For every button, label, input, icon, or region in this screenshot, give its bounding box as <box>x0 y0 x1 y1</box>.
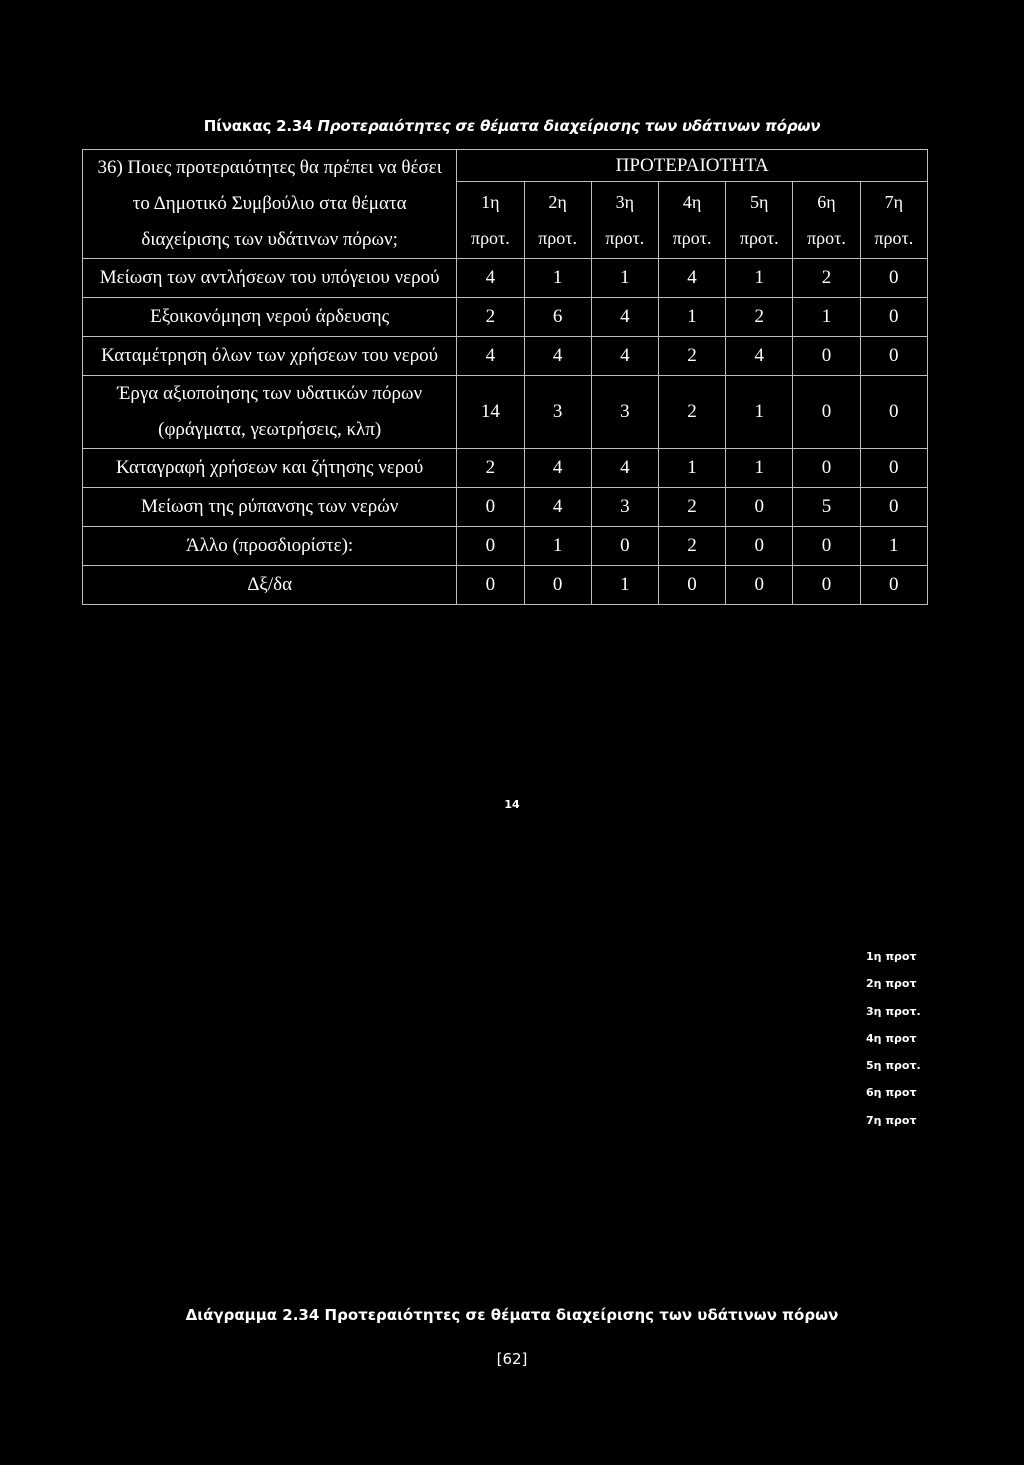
value-cell: 1 <box>860 527 927 566</box>
value-cell: 0 <box>726 566 793 605</box>
table-row <box>83 488 928 527</box>
legend-item: 6η προτ <box>866 1086 917 1100</box>
value-cell: 1 <box>524 527 591 566</box>
value-cell: 0 <box>524 566 591 605</box>
column-header-top: 3η <box>615 192 635 213</box>
column-header-bottom: προτ. <box>470 228 510 249</box>
table-body <box>83 150 928 605</box>
value-cell: 0 <box>860 259 927 298</box>
value-cell: 0 <box>793 449 860 488</box>
column-header <box>726 182 793 259</box>
value-cell: 2 <box>658 488 725 527</box>
column-header-top: 4η <box>682 192 702 213</box>
column-header <box>860 182 927 259</box>
table-row <box>83 259 928 298</box>
row-label: Άλλο (προσδιορίστε): <box>83 527 457 566</box>
table-row <box>83 376 928 449</box>
value-cell: 0 <box>457 566 524 605</box>
value-cell: 0 <box>591 527 658 566</box>
value-cell: 0 <box>860 449 927 488</box>
value-cell: 1 <box>524 259 591 298</box>
row-label: Μείωση της ρύπανσης των νερών <box>83 488 457 527</box>
value-cell: 0 <box>793 566 860 605</box>
value-cell: 0 <box>457 488 524 527</box>
legend-item: 7η προτ <box>866 1113 917 1127</box>
value-cell: 0 <box>793 527 860 566</box>
value-cell: 2 <box>457 449 524 488</box>
value-cell: 4 <box>658 259 725 298</box>
table-caption-label: Πίνακας 2.34 <box>203 117 313 135</box>
column-header-top: 5η <box>750 192 769 213</box>
value-cell: 2 <box>726 298 793 337</box>
value-cell: 4 <box>524 488 591 527</box>
legend-item: 1η προτ <box>866 950 917 963</box>
value-cell: 4 <box>591 298 658 337</box>
value-cell: 0 <box>860 298 927 337</box>
legend-item: 3η προτ. <box>866 1004 921 1018</box>
column-header <box>591 182 658 259</box>
value-cell: 4 <box>591 337 658 376</box>
page-number: [62] <box>496 1350 528 1368</box>
value-cell: 1 <box>658 298 725 337</box>
row-label: Δξ/δα <box>83 566 457 605</box>
legend-item: 4η προτ <box>866 1031 917 1045</box>
priority-header: ΠΡΟΤΕΡΑΙΟΤΗΤΑ <box>457 150 928 182</box>
table-row <box>83 566 928 605</box>
value-cell: 2 <box>658 337 725 376</box>
table-row <box>83 527 928 566</box>
pie-slice-label: 14 <box>504 798 520 811</box>
row-label: Καταμέτρηση όλων των χρήσεων του νερού <box>83 337 457 376</box>
column-header-top: 2η <box>548 192 567 213</box>
diagram-caption <box>0 1306 1024 1324</box>
column-header-top: 1η <box>481 192 500 213</box>
value-cell: 4 <box>591 449 658 488</box>
priorities-table <box>82 149 928 605</box>
value-cell: 0 <box>860 488 927 527</box>
row-label: Μείωση των αντλήσεων του υπόγειου νερού <box>83 259 457 298</box>
value-cell: 0 <box>793 337 860 376</box>
column-header <box>658 182 725 259</box>
value-cell: 4 <box>726 337 793 376</box>
value-cell: 3 <box>591 488 658 527</box>
value-cell: 2 <box>658 376 725 449</box>
value-cell: 1 <box>726 449 793 488</box>
column-header-bottom: προτ. <box>605 228 645 249</box>
diagram-caption-text: Προτεραιότητες σε θέματα διαχείρισης των υδάτινων πόρων <box>324 1306 839 1324</box>
value-cell: 1 <box>658 449 725 488</box>
table-row <box>83 449 928 488</box>
legend-item: 2η προτ <box>866 977 917 991</box>
column-header-bottom: προτ. <box>672 228 712 249</box>
table-caption <box>0 117 1024 135</box>
row-label: Καταγραφή χρήσεων και ζήτησης νερού <box>83 449 457 488</box>
value-cell: 4 <box>524 449 591 488</box>
table-row <box>83 337 928 376</box>
value-cell: 1 <box>591 566 658 605</box>
value-cell: 1 <box>591 259 658 298</box>
value-cell: 0 <box>726 527 793 566</box>
column-header-bottom: προτ. <box>538 228 578 249</box>
column-header <box>524 182 591 259</box>
legend-item: 5η προτ. <box>866 1059 921 1073</box>
value-cell: 2 <box>793 259 860 298</box>
value-cell: 0 <box>860 566 927 605</box>
column-header-bottom: προτ. <box>874 228 914 249</box>
chart-legend <box>866 950 936 1141</box>
value-cell: 1 <box>726 376 793 449</box>
diagram-caption-label: Διάγραμμα 2.34 <box>185 1306 320 1324</box>
table-row <box>83 298 928 337</box>
column-header-top: 6η <box>817 192 836 213</box>
value-cell: 6 <box>524 298 591 337</box>
row-label: Έργα αξιοποίησης των υδατικών πόρων (φράγματα, γεωτρήσεις, κλπ) <box>83 376 457 449</box>
column-header <box>457 182 524 259</box>
value-cell: 1 <box>726 259 793 298</box>
value-cell: 5 <box>793 488 860 527</box>
value-cell: 2 <box>457 298 524 337</box>
value-cell: 0 <box>457 527 524 566</box>
value-cell: 2 <box>658 527 725 566</box>
value-cell: 0 <box>726 488 793 527</box>
table-caption-text: Προτεραιότητες σε θέματα διαχείρισης των υδάτινων πόρων <box>317 117 821 135</box>
value-cell: 3 <box>524 376 591 449</box>
value-cell: 1 <box>793 298 860 337</box>
value-cell: 4 <box>457 259 524 298</box>
value-cell: 0 <box>793 376 860 449</box>
column-header-top: 7η <box>884 192 903 213</box>
value-cell: 14 <box>457 376 524 449</box>
question-cell: 36) Ποιες προτεραιότητες θα πρέπει να θέσει το Δημοτικό Συμβούλιο στα θέματα διαχείρισης των υδάτινων πόρων; <box>83 150 457 259</box>
column-header-bottom: προτ. <box>739 228 779 249</box>
column-header-bottom: προτ. <box>807 228 846 249</box>
value-cell: 4 <box>457 337 524 376</box>
header-row <box>83 150 928 182</box>
column-header <box>793 182 860 259</box>
value-cell: 4 <box>524 337 591 376</box>
value-cell: 3 <box>591 376 658 449</box>
row-label: Εξοικονόμηση νερού άρδευσης <box>83 298 457 337</box>
value-cell: 0 <box>860 376 927 449</box>
value-cell: 0 <box>658 566 725 605</box>
value-cell: 0 <box>860 337 927 376</box>
